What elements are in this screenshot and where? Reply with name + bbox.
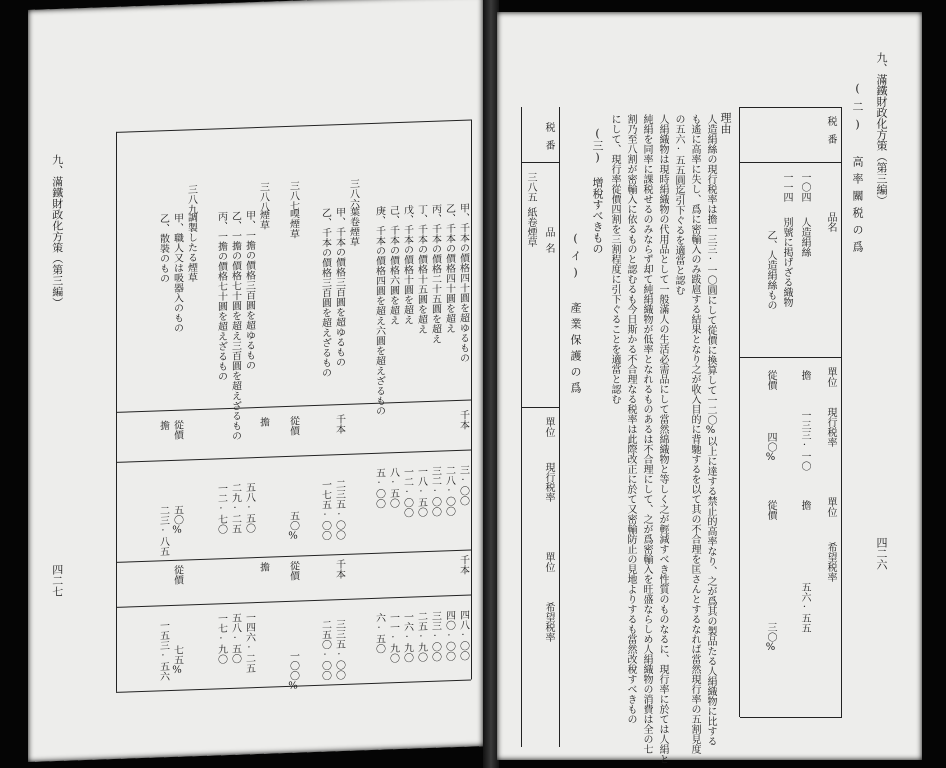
t1-r3-name: 乙、人造絹絲もの <box>765 230 776 310</box>
t1-r2-name: 別號に掲げざる織物 <box>781 217 792 307</box>
paragraph-1: 人造絹絲の現行税率は擔一三三·一〇圓にして從價に換算して一二〇%以上に達する禁止的高率なり、之が爲其の製品たる人絹織物に比する <box>705 114 716 746</box>
r4-item-4: 丙、一擔の價格七十圓を超えざるもの <box>215 211 227 382</box>
r3-current: 五〇% <box>287 510 299 542</box>
r1-hope-2: 四〇·〇〇 <box>443 610 455 662</box>
r1-item-5: 戊、千本の價格十圓を超え <box>401 204 413 325</box>
r1-hope-1: 四八·〇〇 <box>457 609 469 662</box>
t1-r3-hope: 三〇% <box>765 622 776 653</box>
r1-current-1: 三·〇〇 <box>457 464 469 507</box>
r2-hope-1: 三三五·〇〇 <box>333 618 345 681</box>
r5-item-3: 乙、散裝のもの <box>157 213 169 284</box>
t1-r1-no: 一〇四 <box>799 172 810 202</box>
r3-unit: 從價 <box>287 415 299 436</box>
r1-current-3: 三二·〇〇 <box>429 465 441 517</box>
t2-h-name: 品名 <box>543 227 554 259</box>
paragraph-6: 割乃至八割が密輸入に依るものと認むるも今日斯かる不合理なる税率は此際改正に於て又密輸防止の見地よりするも當然改稅すべきもの <box>625 114 636 724</box>
t1-r1-name: 人造絹絲 <box>799 217 810 257</box>
r4-hope-2: 五八·五〇 <box>229 612 241 664</box>
r4-hope-1: 一四六·二五 <box>243 612 255 674</box>
r1-current-7: 五·〇〇 <box>373 467 385 509</box>
r4-no: 三八八 <box>257 181 269 212</box>
r1-current-6: 八·五〇 <box>387 467 399 509</box>
t1-h-unit: 單位 <box>825 367 836 387</box>
t2-r1-name: 紙卷煙草 <box>525 207 536 247</box>
r1-hope-6: 一一·九〇 <box>387 612 399 664</box>
r2-hope-2: 二五〇·〇〇 <box>319 619 331 681</box>
t1-h-name: 品名 <box>825 212 836 232</box>
r3-unit2: 從價 <box>287 560 299 581</box>
t1-h-hope: 希望税率 <box>825 542 836 582</box>
left-running-head: 九、滿鐵財政化方策（第三編） <box>50 153 64 309</box>
r1-unit2: 千本 <box>457 554 469 576</box>
r5-item-1: 調製したる煙草 <box>185 212 197 283</box>
t2-h-current: 現行税率 <box>543 462 554 502</box>
r4-unit: 擔 <box>257 416 269 427</box>
r1-item-6: 己、千本の價格六圓を超え <box>387 205 399 326</box>
left-page-number: 四二七 <box>50 563 64 598</box>
t2-h-unit: 單位 <box>543 417 554 437</box>
section-title: (二) 高率關税の爲 <box>851 82 864 258</box>
t1-h-no: 税番 <box>825 116 836 152</box>
r4-current-2: 二九·二五 <box>229 482 241 534</box>
t1-r3-unit: 從價 <box>765 370 776 390</box>
r2-unit2: 千本 <box>333 558 345 580</box>
right-page <box>497 12 922 764</box>
r1-current-5: 一二·〇〇 <box>401 466 413 518</box>
r1-hope-7: 六·五〇 <box>373 612 385 654</box>
r1-item-4: 丁、千本の價格十五圓を超え <box>415 204 427 335</box>
r4-hope-3: 一七·九〇 <box>215 613 227 665</box>
t1-r2-no: 一一四 <box>781 172 792 202</box>
r3-no: 三八七 <box>287 180 299 211</box>
r5-no: 三八九 <box>185 184 197 215</box>
t1-r1-hope: 五六·五五 <box>799 582 810 633</box>
left-page <box>28 0 483 762</box>
paragraph-5: 純絹を同率に課税せるのみならず却て純絹織物が低率となれるものあるは不合理にして、之が爲密輸入を旺盛ならしめ人絹織物の消費は全の七 <box>641 114 652 754</box>
r1-hope-3: 三三·〇〇 <box>429 610 441 662</box>
t1-h-unit2: 單位 <box>825 497 836 517</box>
paragraph-3: の五六·五五圓迄引下ぐるを適當と認む <box>673 114 684 295</box>
r1-item-2: 乙、千本の價格四十圓を超え <box>443 203 455 334</box>
r3-item-1: 嗅煙草 <box>287 208 299 239</box>
t2-h-no: 税番 <box>543 122 554 158</box>
paragraph-4: 人絹織物は現時絹織物の代用品として一般滿人の生活必需品にして當然綿織物と等しく之が輕減すべき性質のものなるに、現行率に於ては人絹と <box>657 114 668 764</box>
t1-r1-current: 一三三·一〇 <box>799 410 810 471</box>
r2-no: 三八六 <box>347 178 359 209</box>
r1-hope-4: 二五·九〇 <box>415 611 427 663</box>
r2-current-2: 一七五·〇〇 <box>319 479 331 541</box>
r5-current-2: 二三·八五 <box>157 505 169 557</box>
paragraph-7: にして、現行率從價四割を三割程度に引下ぐることを適當と認む <box>609 114 620 404</box>
r5-hope-2: 一五三·五六 <box>157 620 169 682</box>
r5-unit2: 從價 <box>171 564 183 585</box>
r1-item-1: 甲、千本の價格四十圓を超ゆるもの <box>457 202 469 364</box>
r4-item-2: 甲、一擔の價格三百圓を超ゆるもの <box>243 210 255 371</box>
r5-current-1: 五〇% <box>171 504 183 536</box>
subsection-title: (イ) 產業保護の爲 <box>569 232 582 398</box>
t2-h-unit2: 單位 <box>543 552 554 572</box>
r1-hope-5: 一六·九〇 <box>401 611 413 663</box>
section-3-title: (三) 增稅すべきもの <box>591 127 604 254</box>
r1-item-3: 丙、千本の價格二十五圓を超え <box>429 203 441 344</box>
t1-h-current: 現行税率 <box>825 407 836 447</box>
r2-unit: 千本 <box>333 413 345 435</box>
r2-item-1: 葉卷煙草 <box>347 206 359 247</box>
r4-current-3: 一二·七〇 <box>215 483 227 535</box>
r4-item-1: 煙草 <box>257 209 269 230</box>
r5-unit-sub: 擔 <box>157 420 169 431</box>
r1-item-7: 庚、千本の價格四圓を超え六圓を超えざるもの <box>373 205 385 416</box>
r5-hope-1: 七五% <box>171 644 183 676</box>
r1-current-4: 一八·五〇 <box>415 466 427 518</box>
t1-r3-current: 四〇% <box>765 432 776 463</box>
r1-current-2: 二八·〇〇 <box>443 465 455 517</box>
paragraph-2: も遙に高率に失し、爲に密輸入のみ跋扈する結果となり之が收入目的に背馳するを以て其の不合理を匡さんとするなれば當然現行率の五割見度 <box>689 114 700 754</box>
r4-item-3: 乙、一擔の價格七十圓を超え三百圓を超えざるもの <box>229 210 241 441</box>
r2-current-1: 二三五·〇〇 <box>333 478 345 541</box>
r3-hope: 一〇〇% <box>287 650 299 692</box>
r4-unit2: 擔 <box>257 561 269 572</box>
t2-r1-no: 三八五 <box>525 172 536 202</box>
r5-item-2: 甲、職人又は吸器入のもの <box>171 212 183 333</box>
t1-r1-unit: 擔 <box>799 370 810 380</box>
t2-h-hope: 希望税率 <box>543 602 554 642</box>
r2-item-2: 甲、千本の價格三百圓を超ゆるもの <box>333 206 345 368</box>
t1-r3-unit2: 從價 <box>765 500 776 520</box>
r5-unit: 從價 <box>171 419 183 440</box>
running-head: 九、滿鐵財政化方策（第三編） <box>875 52 888 206</box>
r2-item-3: 乙、千本の價格三百圓を超えざるもの <box>319 207 331 378</box>
r4-current-1: 五八·五〇 <box>243 482 255 534</box>
page-number: 四二六 <box>875 537 888 570</box>
t1-r1-unit2: 擔 <box>799 500 810 510</box>
reason-label: 理由 <box>719 112 732 134</box>
r1-unit: 千本 <box>457 409 469 431</box>
